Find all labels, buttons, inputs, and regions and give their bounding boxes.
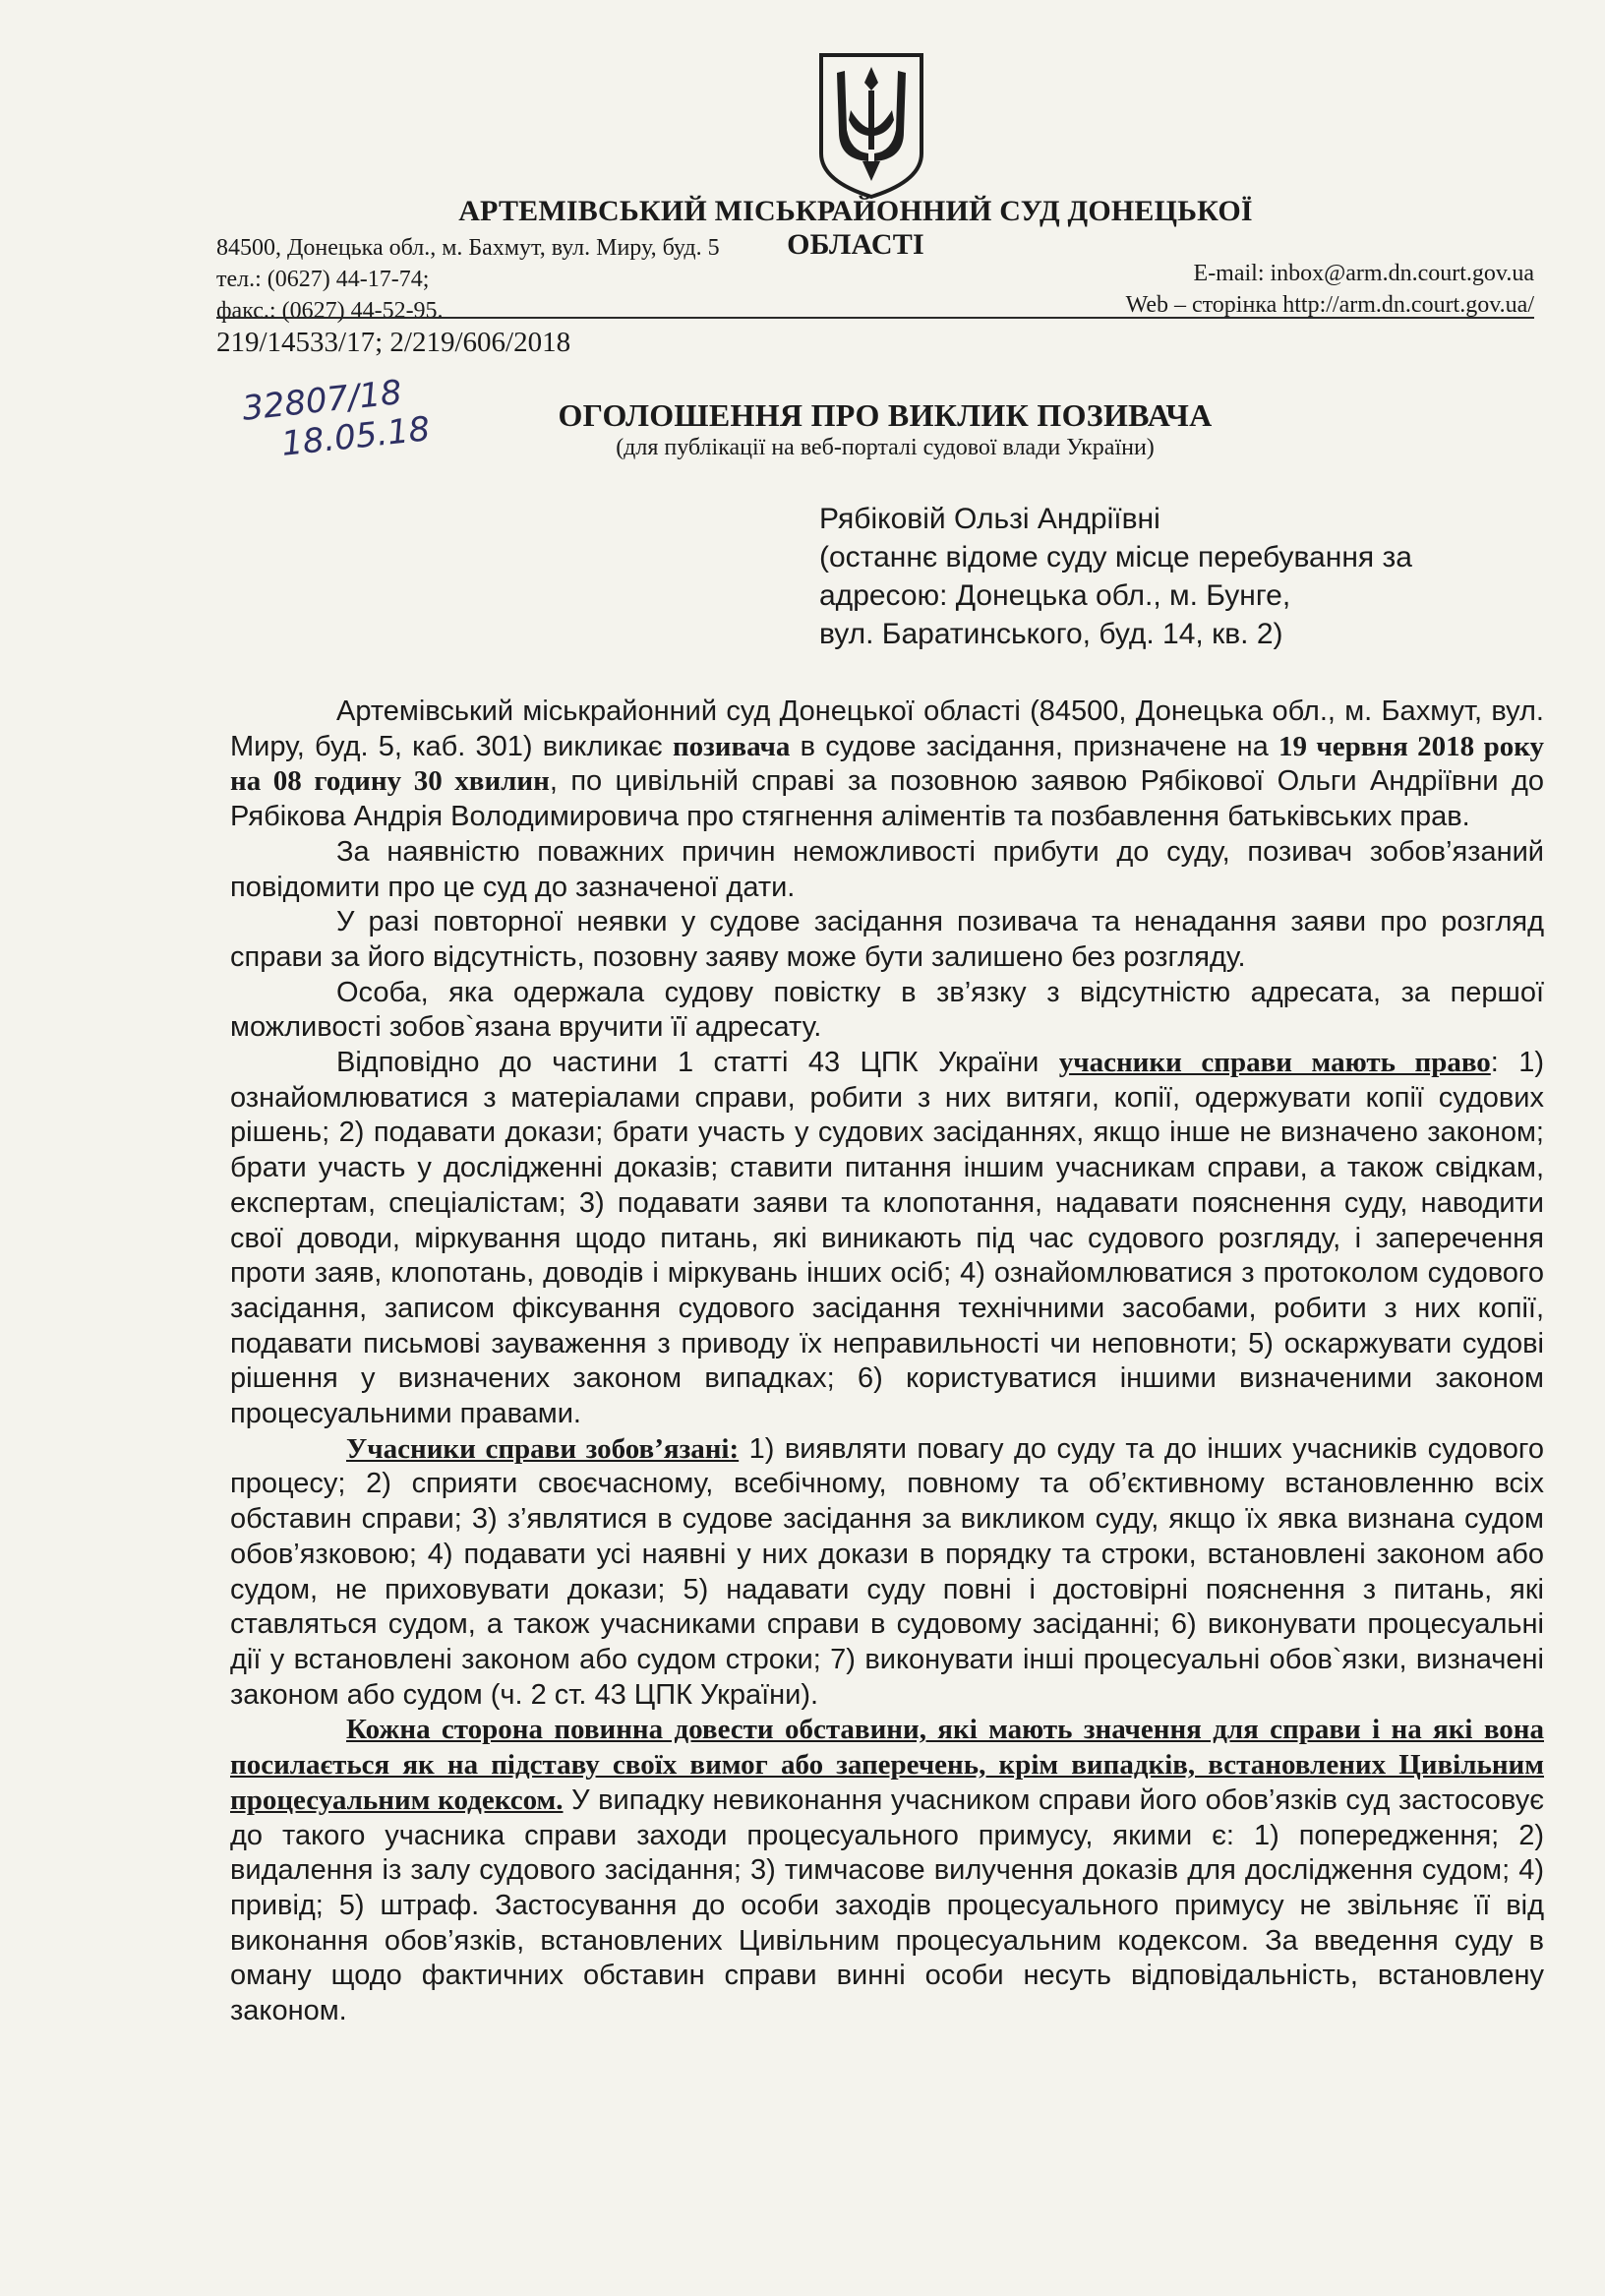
recipient-address-line: (останнє відоме суду місце перебування за <box>819 541 1412 574</box>
text-run: Артемівський міськрайонний суд Донецької області (84500, Донецька обл., м. Бахмут, вул. Миру, буд. 5, каб. 301) викликає <box>230 695 1544 762</box>
document-title: ОГОЛОШЕННЯ ПРО ВИКЛИК ПОЗИВАЧА <box>558 397 1213 433</box>
coat-of-arms-trident-icon <box>815 51 927 199</box>
recipient-block <box>819 500 1527 653</box>
burden-of-proof-heading: Кожна сторона повинна довести обставини, які мають значення для справи і на які вона посилається як на підставу своїх вимог або заперечень, крім випадків, встановлених Цивільним процесуальним кодексом. <box>230 1714 1544 1816</box>
hearing-datetime: 19 червня 2018 року на 08 годину 30 хвилин <box>230 730 1545 798</box>
court-email: E-mail: inbox@arm.dn.court.gov.ua <box>1193 261 1534 286</box>
court-contacts-right <box>1126 258 1534 321</box>
court-fax: факс.: (0627) 44-52-95. <box>216 298 444 324</box>
bold-plaintiff: позивача <box>672 730 791 762</box>
text-run: в судове засідання, призначене на <box>790 730 1278 762</box>
court-address: 84500, Донецька обл., м. Бахмут, вул. Миру, буд. 5 <box>216 235 720 261</box>
text-run: У випадку невиконання учасником справи його обов’язків суд застосовує до такого учасника справи заходи процесуального примусу, якими є: 1) попередження; 2) видалення із залу судового засідання; 3) тимчасове вилучення доказів для дослідження судом; 4) привід; 5) штраф. Застосування до особи заходів процесуального примусу не звільняє її від виконання обов’язків, встановлених Цивільним процесуальним кодексом. За введення суду в оману щодо фактичних обставин справи винні особи несуть відповідальність, встановлену законом. <box>230 1783 1544 2027</box>
header-divider <box>216 317 1534 319</box>
text-run: Відповідно до частини 1 статті 43 ЦПК України <box>336 1047 1059 1079</box>
handwritten-reg-number: 32807/18 <box>240 372 404 429</box>
recipient-address-line: адресою: Донецька обл., м. Бунге, <box>819 579 1291 612</box>
court-name: АРТЕМІВСЬКИЙ МІСЬКРАЙОННИЙ СУД ДОНЕЦЬКОЇ ОБЛАСТІ <box>458 195 1253 261</box>
court-contacts-left <box>216 232 720 327</box>
paragraph-delivery: Особа, яка одержала судову повістку в зв’язку з відсутністю адресата, за першої можливості зобов`язана вручити її адресату. <box>230 976 1544 1044</box>
paragraph-obligations <box>230 1432 1544 1714</box>
paragraph-summons <box>230 695 1544 835</box>
court-website: Web – сторінка http://arm.dn.court.gov.ua/ <box>1125 292 1534 318</box>
paragraph-notify-court: За наявністю поважних причин неможливості прибути до суду, позивач зобов’язаний повідомити про це суд до зазначеної дати. <box>230 835 1544 903</box>
text-run: , по цивільній справі за позовною заявою Рябікової Ольги Андріївни до Рябікова Андрія Володимировича про стягнення аліментів та позбавлення батьківських прав. <box>230 765 1545 833</box>
court-phone: тел.: (0627) 44-17-74; <box>216 267 430 292</box>
text-run: 1) виявляти повагу до суду та до інших учасників судового процесу; 2) сприяти своєчасному, всебічному, повному та об’єктивному встановленню всіх обставин справи; 3) з’являтися в судове засідання за викликом суду, якщо їх явка визнана судом обов’язковою; 4) подавати усі наявні у них докази в порядку та строки, встановлені законом або судом, не приховувати докази; 5) надавати суду повні і достовірні пояснення з питань, які ставляться судом, а також учасниками справи в судовому засіданні; 6) виконувати процесуальні дії у встановлені законом або судом строки; 7) виконувати інші процесуальні обов`язки, визначені законом або судом (ч. 2 ст. 43 ЦПК України). <box>230 1432 1544 1711</box>
recipient-name: Рябіковій Ользі Андріївні <box>819 503 1160 535</box>
notice-body <box>230 695 1544 2029</box>
recipient-address-line: вул. Баратинського, буд. 14, кв. 2) <box>819 618 1283 650</box>
paragraph-non-appearance: У разі повторної неявки у судове засідання позивача та ненадання заяви про розгляд справи за його відсутність, позовну заяву може бути залишено без розгляду. <box>230 906 1544 973</box>
text-run: : 1) ознайомлюватися з матеріалами справи, робити з них витяги, копії, одержувати копії судових рішень; 2) подавати докази; брати участь у судових засіданнях, якщо інше не визначено законом; брати участь у дослідженні доказів; ставити питання іншим учасникам справи, а також свідкам, експертам, спеціалістам; 3) подавати заяви та клопотання, надавати пояснення суду, наводити свої доводи, міркування щодо питань, які виникають під час судового розгляду, і заперечення проти заяв, клопотань, доводів і міркувань інших осіб; 4) ознайомлюватися з протоколом судового засідання, записом фіксування судового засідання технічними засобами, робити з них копії, подавати письмові зауваження з приводу їх неправильності чи неповноти; 5) оскаржувати судові рішення у визначених законом випадках; 6) користуватися іншими визначеними законом процесуальними правами. <box>230 1047 1545 1430</box>
handwritten-date: 18.05.18 <box>279 409 433 464</box>
case-number: 219/14533/17; 2/219/606/2018 <box>216 327 571 358</box>
paragraph-rights <box>230 1046 1544 1432</box>
document-subtitle: (для публікації на веб-порталі судової влади України) <box>616 435 1155 460</box>
rights-heading: учасники справи мають право <box>1058 1047 1491 1079</box>
obligations-heading: Учасники справи зобов’язані: <box>346 1432 740 1465</box>
paragraph-burden-of-proof <box>230 1713 1544 2028</box>
